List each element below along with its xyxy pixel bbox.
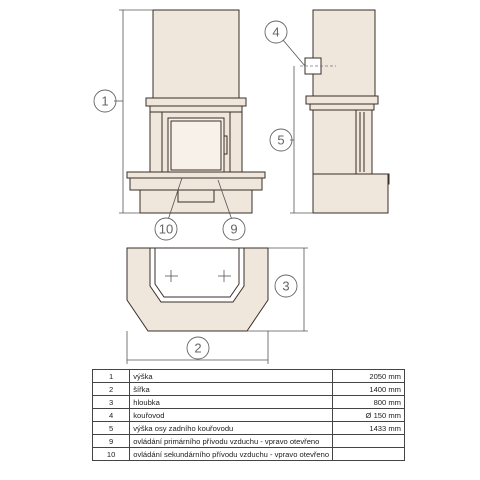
svg-text:5: 5: [277, 132, 285, 148]
callout-1: [94, 90, 123, 112]
svg-text:4: 4: [272, 24, 280, 40]
row-value: 1433 mm: [333, 422, 405, 435]
svg-text:10: 10: [158, 221, 174, 237]
table-row: [93, 422, 405, 435]
row-number: 10: [93, 448, 130, 461]
svg-text:3: 3: [282, 278, 290, 294]
table-row: [93, 409, 405, 422]
row-number: 2: [93, 383, 130, 396]
row-value: 1400 mm: [333, 383, 405, 396]
row-label: výška osy zadního kouřovodu: [130, 422, 333, 435]
svg-text:2: 2: [194, 340, 202, 356]
row-label: hloubka: [130, 396, 333, 409]
row-value: Ø 150 mm: [333, 409, 405, 422]
svg-text:9: 9: [230, 221, 238, 237]
callout-10: [155, 218, 177, 240]
callout-2: [187, 337, 209, 359]
table-row: [93, 396, 405, 409]
table-row: [93, 383, 405, 396]
row-number: 9: [93, 435, 130, 448]
svg-text:1: 1: [101, 93, 109, 109]
table-row: [93, 448, 405, 461]
table-row: [93, 435, 405, 448]
callout-5: [270, 129, 294, 151]
row-number: 5: [93, 422, 130, 435]
row-label: výška: [130, 370, 333, 383]
table-row: [93, 370, 405, 383]
row-label: ovládání primárního přívodu vzduchu - vpravo otevřeno: [130, 435, 333, 448]
row-value: 2050 mm: [333, 370, 405, 383]
front-view: [127, 10, 265, 213]
callout-4: [265, 21, 305, 66]
row-label: šířka: [130, 383, 333, 396]
row-label: kouřovod: [130, 409, 333, 422]
dimension-flue-height: [290, 66, 313, 213]
row-number: 4: [93, 409, 130, 422]
row-label: ovládání sekundárního přívodu vzduchu - vpravo otevřeno: [130, 448, 333, 461]
spec-table: [92, 369, 405, 461]
row-number: 1: [93, 370, 130, 383]
callout-9: [223, 218, 245, 240]
callout-3: [275, 275, 297, 297]
row-value: [333, 448, 405, 461]
row-value: 800 mm: [333, 396, 405, 409]
side-view: [300, 10, 389, 213]
plan-view: [127, 248, 268, 331]
row-number: 3: [93, 396, 130, 409]
row-value: [333, 435, 405, 448]
